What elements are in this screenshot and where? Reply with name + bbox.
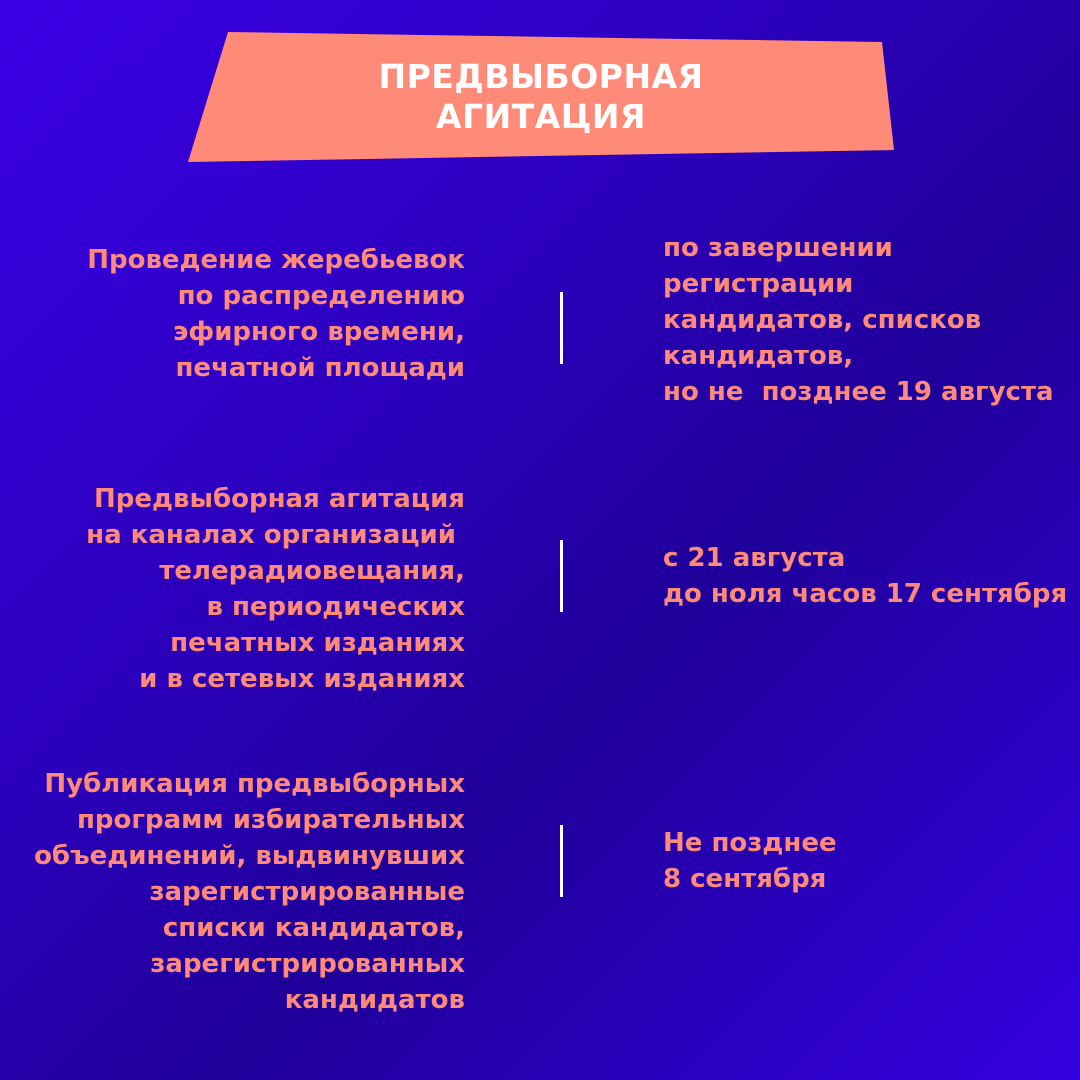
event-label: Предвыборная агитация на каналах организаций телерадиовещания, в периодических печатных изданиях и в сетевых изданиях (86, 484, 465, 694)
page-title-line-2: АГИТАЦИЯ (436, 97, 646, 136)
row-divider (560, 292, 563, 364)
event-label: Проведение жеребьевок по распределению эфирного времени, печатной площади (87, 245, 465, 383)
deadline-label: Не позднее 8 сентября (663, 828, 837, 894)
page-title (188, 32, 894, 162)
title-banner (188, 32, 894, 162)
row-divider (560, 540, 563, 612)
event-label: Публикация предвыборных программ избирательных объединений, выдвинувших зарегистрированные списки кандидатов, зарегистрированных кандидатов (34, 769, 465, 1015)
deadline-label: по завершении регистрации кандидатов, списков кандидатов, но не позднее 19 августа (663, 233, 1054, 407)
row-divider (560, 825, 563, 897)
deadline-label: с 21 августа до ноля часов 17 сентября (663, 543, 1068, 609)
page-title-line-1: ПРЕДВЫБОРНАЯ (378, 57, 704, 96)
